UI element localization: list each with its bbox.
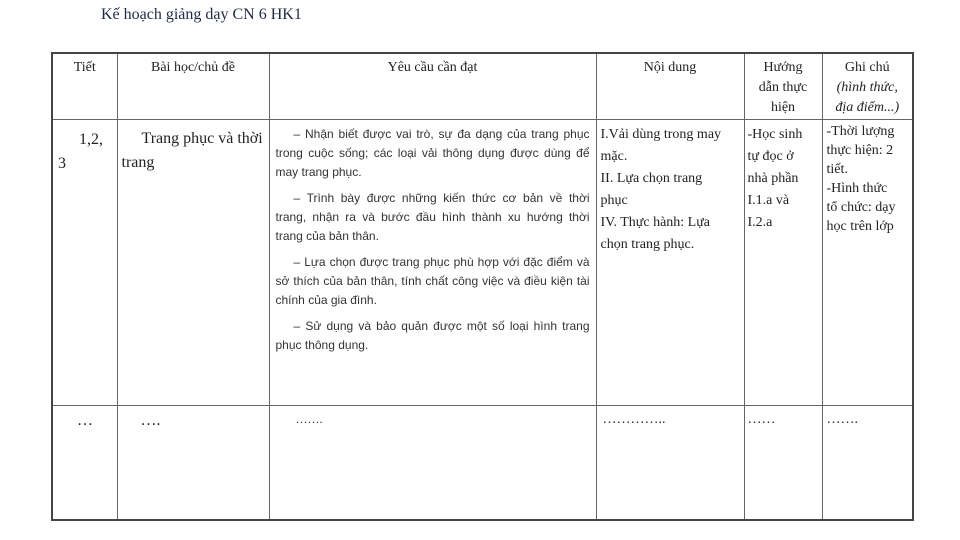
cell-bai-hoc: …. xyxy=(117,405,269,520)
huong-dan-line: I.2.a xyxy=(747,214,773,230)
table-row xyxy=(52,119,913,405)
noi-dung-line: chọn trang phục. xyxy=(600,236,695,252)
yeu-cau-item: – Lựa chọn được trang phục phù hợp với đặc điểm và sở thích của bản thân, tính chất công việc và điều kiện tài chính của gia đình. xyxy=(275,254,590,307)
huong-dan-line: -Học sinh xyxy=(747,126,803,142)
cell-yeu-cau: ……. xyxy=(269,405,596,520)
ghi-chu-line: thực hiện: 2 xyxy=(826,142,894,158)
yeu-cau-item: – Trình bày được những kiến thức cơ bản về thời trang, nhận ra và bước đầu hình thành xu hướng thời trang của bản thân. xyxy=(275,190,590,243)
cell-tiet: … xyxy=(52,405,117,520)
huong-dan-line: I.1.a và xyxy=(747,192,790,208)
tiet-value: 3 xyxy=(58,154,66,172)
ghi-chu-line: -Hình thức xyxy=(826,180,888,196)
header-bai-hoc: Bài học/chủ đề xyxy=(117,53,269,119)
tiet-value: 1,2, xyxy=(79,130,103,148)
header-noi-dung: Nội dung xyxy=(596,53,744,119)
ghi-chu-line: học trên lớp xyxy=(826,218,894,234)
huong-dan-line: tự đọc ở xyxy=(747,148,794,164)
page-title: Kế hoạch giảng dạy CN 6 HK1 xyxy=(101,6,302,23)
cell-huong-dan: …… xyxy=(744,405,822,520)
cell-ghi-chu: ……. xyxy=(822,405,913,520)
cell-noi-dung: ………….. xyxy=(596,405,744,520)
yeu-cau-item: – Sử dụng và bảo quản được một số loại hình trang phục thông dụng. xyxy=(275,318,590,352)
noi-dung-line: I.Vải dùng trong may xyxy=(600,126,722,142)
huong-dan-line: nhà phần xyxy=(747,170,799,186)
cell-huong-dan xyxy=(744,119,822,405)
cell-bai-hoc xyxy=(117,119,269,405)
header-ghi-chu-title: Ghi chú xyxy=(844,60,890,75)
ghi-chu-line: tiết. xyxy=(826,161,848,177)
header-huong-dan xyxy=(744,53,822,119)
header-row xyxy=(52,53,913,119)
cell-tiet xyxy=(52,119,117,405)
lesson-plan-table xyxy=(51,52,914,521)
cell-yeu-cau xyxy=(269,119,596,405)
cell-noi-dung xyxy=(596,119,744,405)
header-tiet: Tiết xyxy=(52,53,117,119)
noi-dung-line: mặc. xyxy=(600,148,628,164)
cell-ghi-chu xyxy=(822,119,913,405)
ghi-chu-line: tổ chức: dạy xyxy=(826,199,896,215)
header-huong-dan-line: hiện xyxy=(770,100,796,115)
header-yeu-cau: Yêu cầu cần đạt xyxy=(269,53,596,119)
header-ghi-chu-sub: địa điểm...) xyxy=(835,100,900,115)
noi-dung-line: IV. Thực hành: Lựa xyxy=(600,214,711,230)
header-huong-dan-line: dẫn thực xyxy=(758,80,808,95)
header-huong-dan-line: Hướng xyxy=(763,60,803,75)
header-ghi-chu-sub: (hình thức, xyxy=(836,80,898,95)
ghi-chu-line: -Thời lượng xyxy=(826,123,895,139)
bai-hoc-value: Trang phục và thời trang xyxy=(121,129,263,171)
yeu-cau-item: – Nhận biết được vai trò, sự đa dạng của trang phục trong cuộc sống; các loại vải thông dụng được dùng để may trang phục. xyxy=(275,126,590,179)
table-row xyxy=(52,405,913,520)
header-ghi-chu xyxy=(822,53,913,119)
noi-dung-line: II. Lựa chọn trang xyxy=(600,170,703,186)
noi-dung-line: phục xyxy=(600,192,628,208)
